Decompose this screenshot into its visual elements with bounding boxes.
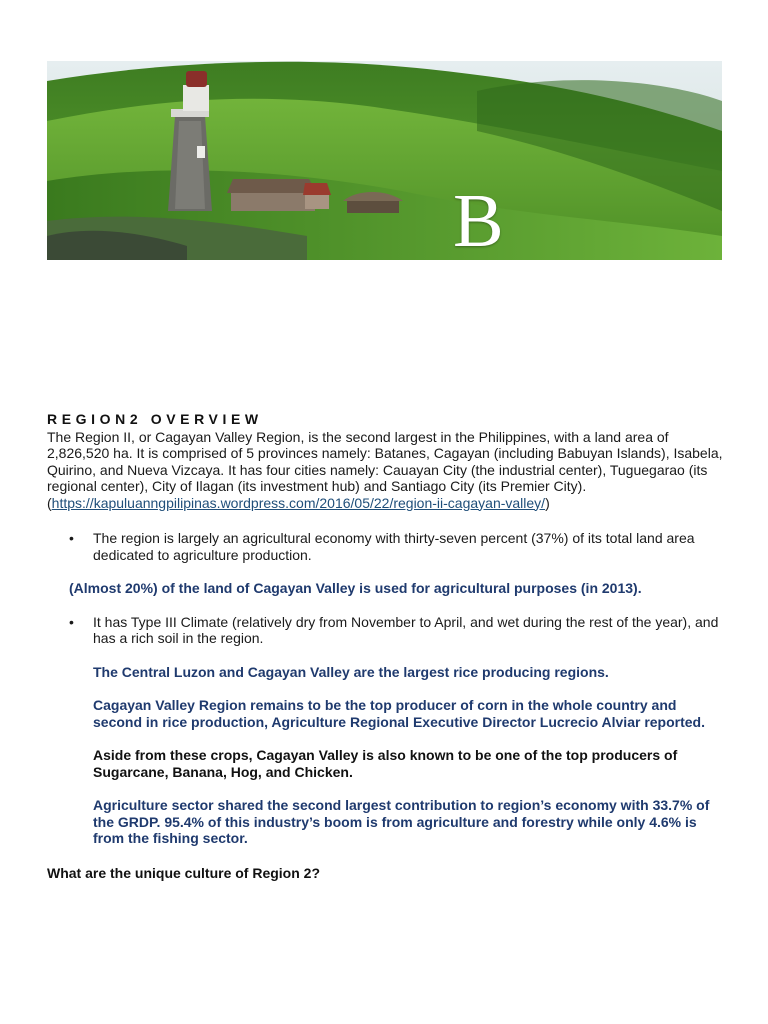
banner-image	[47, 61, 722, 260]
document-body	[47, 411, 727, 881]
highlight-land-use: (Almost 20%) of the land of Cagayan Valley is used for agricultural purposes (in 2013).	[69, 580, 642, 596]
culture-question: What are the unique culture of Region 2?	[47, 864, 321, 881]
bullet-list-2	[47, 614, 727, 647]
intro-close: )	[545, 494, 550, 511]
highlight-rice: The Central Luzon and Cagayan Valley are the largest rice producing regions.	[93, 663, 609, 680]
landscape-illustration	[47, 61, 722, 260]
bullet-list-1	[47, 530, 727, 563]
list-item: • It has Type III Climate (relatively dry from November to April, and wet during the rest of the year), and has a rich soil in the region.	[47, 614, 727, 647]
list-item: • The region is largely an agricultural economy with thirty-seven percent (37%) of its total land area dedicated to agriculture production.	[47, 530, 727, 563]
banner-letter: B	[453, 179, 504, 260]
source-link[interactable]: https://kapuluanngpilipinas.wordpress.com/2016/05/22/region-ii-cagayan-valley/	[51, 494, 546, 511]
section-heading: REGION2 OVERVIEW	[47, 411, 263, 427]
intro-paragraph	[47, 429, 727, 512]
highlight-crops: Aside from these crops, Cagayan Valley is also known to be one of the top producers of Sugarcane, Banana, Hog, and Chicken.	[93, 747, 678, 780]
highlight-grdp: Agriculture sector shared the second largest contribution to region’s economy with 33.7% of the GRDP. 95.4% of this industry’s boom is from agriculture and forestry while only 4.6% is from the fishing sector.	[93, 797, 710, 846]
intro-text: The Region II, or Cagayan Valley Region, is the second largest in the Philippines, with a land area of 2,826,520 ha. It is comprised of 5 provinces namely: Batanes, Cagayan (including Babuyan Islands), Isabela, Quirino, and Nueva Vizcaya. It has four cities namely: Cauayan City (the industrial center), Tuguegarao (its regional center), City of Ilagan (its investment hub) and Santiago City (its Premier City). (	[47, 428, 723, 511]
highlight-corn: Cagayan Valley Region remains to be the top producer of corn in the whole country and second in rice production, Agriculture Regional Executive Director Lucrecio Alviar reported.	[93, 697, 705, 730]
